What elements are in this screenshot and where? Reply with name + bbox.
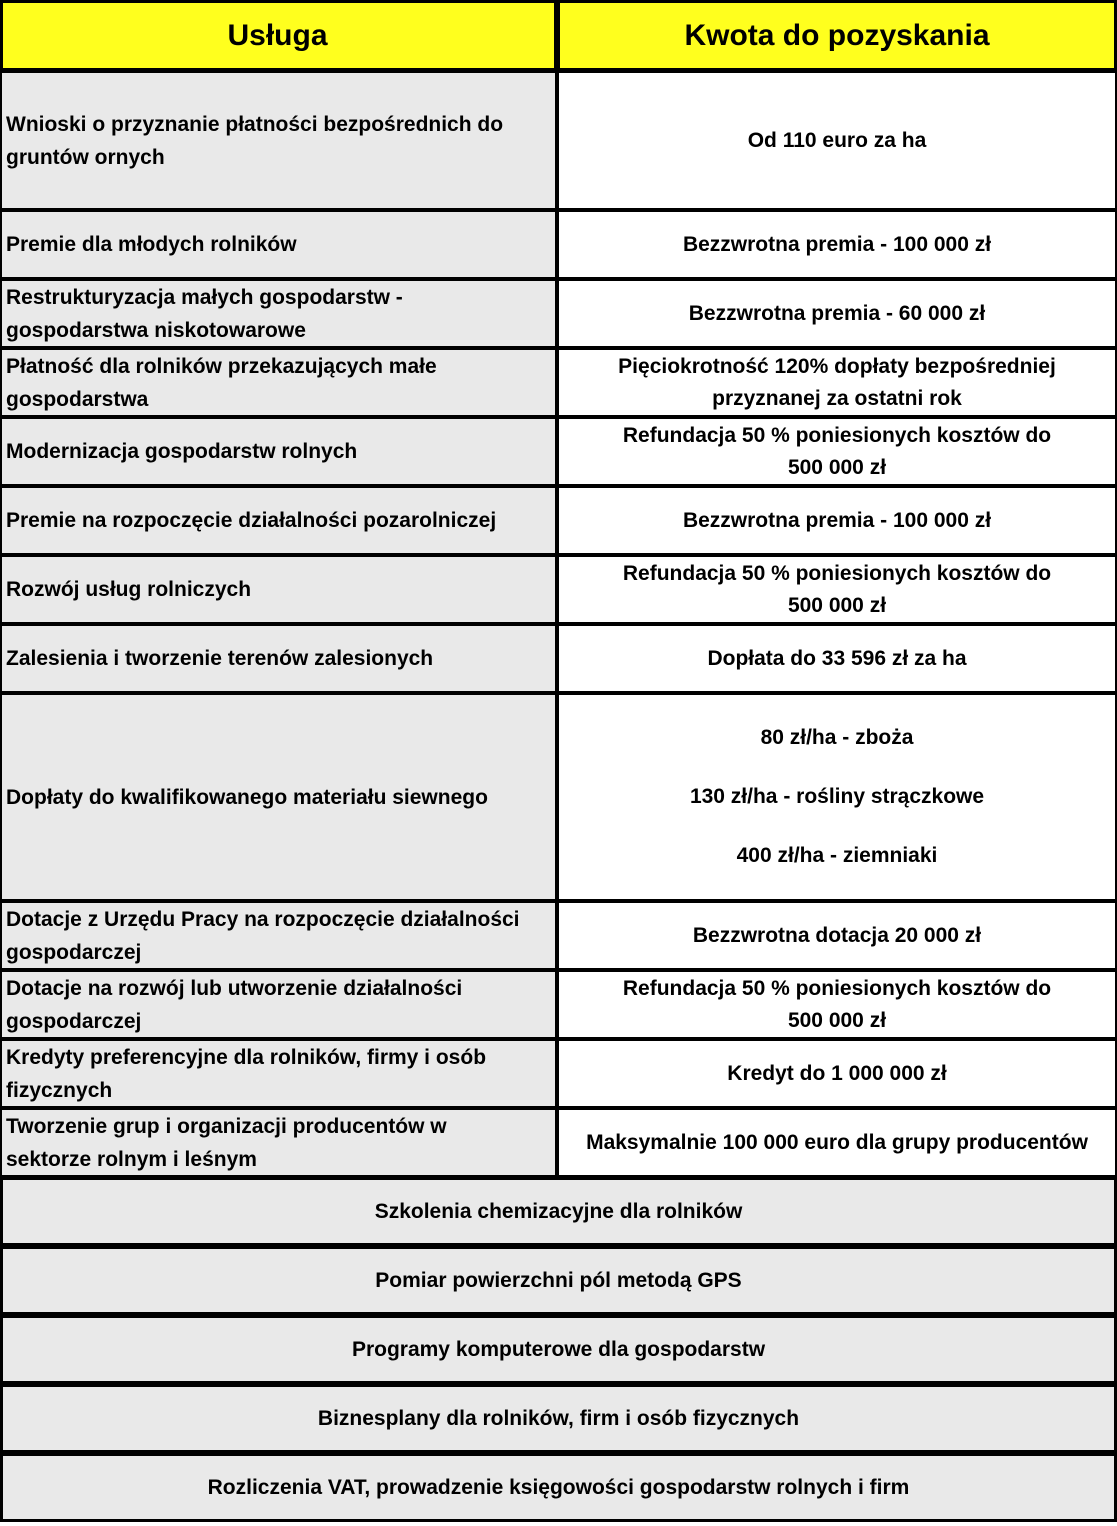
table-row — [0, 555, 1117, 624]
service-cell: Modernizacja gospodarstw rolnych — [0, 417, 557, 486]
amount-line: 400 zł/ha - ziemniaki — [736, 844, 938, 867]
full-row-cell: Programy komputerowe dla gospodarstw — [0, 1315, 1117, 1384]
amount-cell: Maksymalnie 100 000 euro dla grupy producentów — [557, 1108, 1117, 1177]
full-row-cell: Biznesplany dla rolników, firm i osób fizycznych — [0, 1384, 1117, 1453]
table-row — [0, 486, 1117, 555]
service-cell: Restrukturyzacja małych gospodarstw - gospodarstwa niskotowarowe — [0, 279, 557, 348]
full-row-cell: Pomiar powierzchni pól metodą GPS — [0, 1246, 1117, 1315]
table-row — [0, 624, 1117, 693]
amount-cell: Bezzwrotna premia - 60 000 zł — [557, 279, 1117, 348]
table-row — [0, 1108, 1117, 1177]
amount-cell: Refundacja 50 % poniesionych kosztów do 500 000 zł — [557, 970, 1117, 1039]
table-row — [0, 71, 1117, 210]
service-cell: Dopłaty do kwalifikowanego materiału siewnego — [0, 693, 557, 901]
amount-cell — [557, 693, 1117, 901]
service-cell: Premie dla młodych rolników — [0, 210, 557, 279]
amount-line: 80 zł/ha - zboża — [760, 726, 914, 749]
amount-line: 130 zł/ha - rośliny strączkowe — [689, 785, 985, 808]
amount-cell: Bezzwrotna premia - 100 000 zł — [557, 486, 1117, 555]
full-row — [0, 1177, 1117, 1246]
table-row — [0, 417, 1117, 486]
amount-cell: Refundacja 50 % poniesionych kosztów do 500 000 zł — [557, 555, 1117, 624]
full-row-cell: Szkolenia chemizacyjne dla rolników — [0, 1177, 1117, 1246]
full-row — [0, 1315, 1117, 1384]
full-row — [0, 1246, 1117, 1315]
table-row — [0, 970, 1117, 1039]
table-row — [0, 279, 1117, 348]
service-cell: Kredyty preferencyjne dla rolników, firmy i osób fizycznych — [0, 1039, 557, 1108]
amount-cell: Kredyt do 1 000 000 zł — [557, 1039, 1117, 1108]
table-row — [0, 901, 1117, 970]
table-row — [0, 1039, 1117, 1108]
table-row — [0, 210, 1117, 279]
service-cell: Premie na rozpoczęcie działalności pozarolniczej — [0, 486, 557, 555]
full-row — [0, 1384, 1117, 1453]
full-row-cell: Rozliczenia VAT, prowadzenie księgowości gospodarstw rolnych i firm — [0, 1453, 1117, 1522]
table-row — [0, 348, 1117, 417]
service-cell: Zalesienia i tworzenie terenów zalesionych — [0, 624, 557, 693]
amount-cell: Od 110 euro za ha — [557, 71, 1117, 210]
header-service: Usługa — [0, 0, 557, 71]
amount-cell: Dopłata do 33 596 zł za ha — [557, 624, 1117, 693]
full-row — [0, 1453, 1117, 1522]
service-cell: Wnioski o przyznanie płatności bezpośrednich do gruntów ornych — [0, 71, 557, 210]
service-cell: Dotacje z Urzędu Pracy na rozpoczęcie działalności gospodarczej — [0, 901, 557, 970]
table-header — [0, 0, 1117, 71]
table-row — [0, 693, 1117, 901]
amount-cell: Refundacja 50 % poniesionych kosztów do 500 000 zł — [557, 417, 1117, 486]
header-amount: Kwota do pozyskania — [557, 0, 1117, 71]
amount-cell: Bezzwrotna dotacja 20 000 zł — [557, 901, 1117, 970]
service-cell: Dotacje na rozwój lub utworzenie działalności gospodarczej — [0, 970, 557, 1039]
service-cell: Tworzenie grup i organizacji producentów w sektorze rolnym i leśnym — [0, 1108, 557, 1177]
service-cell: Rozwój usług rolniczych — [0, 555, 557, 624]
amount-cell: Bezzwrotna premia - 100 000 zł — [557, 210, 1117, 279]
service-cell: Płatność dla rolników przekazujących małe gospodarstwa — [0, 348, 557, 417]
amount-cell: Pięciokrotność 120% dopłaty bezpośredniej przyznanej za ostatni rok — [557, 348, 1117, 417]
